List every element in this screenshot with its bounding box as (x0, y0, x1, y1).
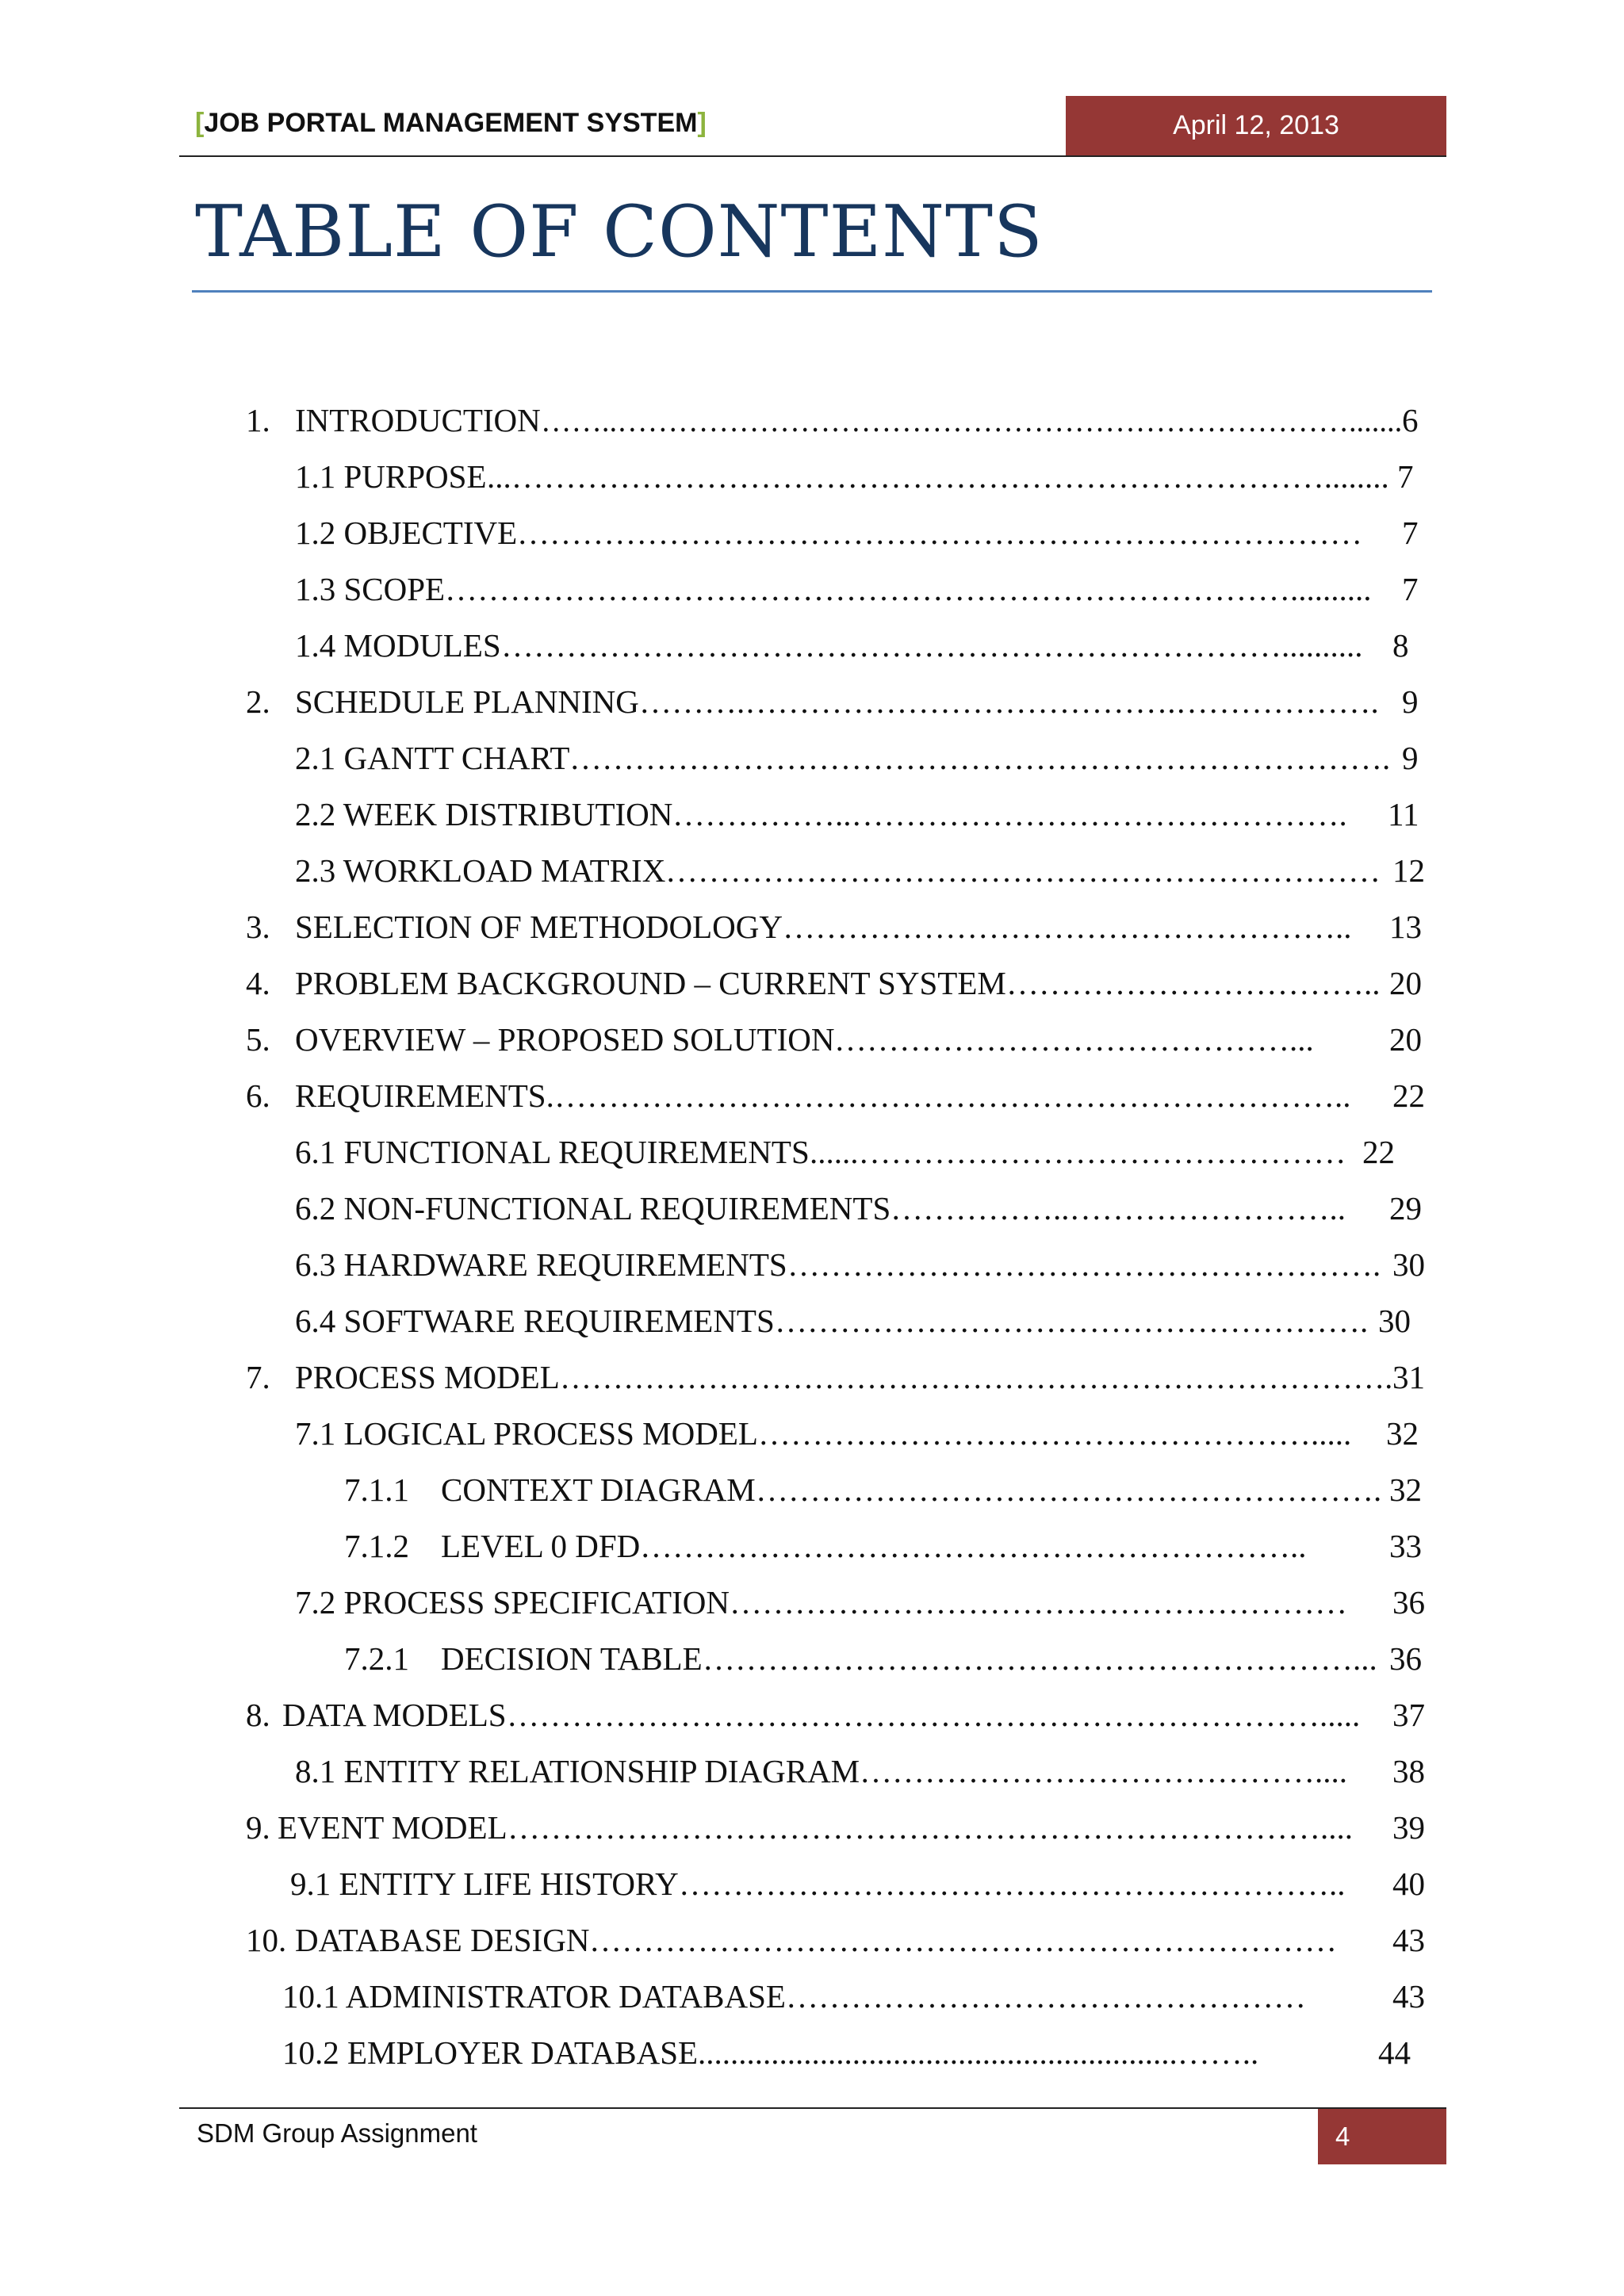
toc-entry-label: 6.2 NON-FUNCTIONAL REQUIREMENTS (295, 1190, 891, 1226)
toc-entry[interactable] (0, 1973, 1624, 2020)
toc-entry-number: 7.2.1 (344, 1640, 409, 1677)
header-rule (179, 155, 1446, 157)
toc-entry-leader: ……….………………………………….………………. (639, 683, 1379, 720)
toc-entry-page: 40 (1392, 1866, 1425, 1902)
toc-entry-label: PROBLEM BACKGROUND – CURRENT SYSTEM (295, 965, 1006, 1001)
toc-entry[interactable] (0, 1128, 1624, 1176)
toc-entry[interactable] (0, 1016, 1624, 1063)
toc-entry-leader: ……………………………………………………………………. (560, 1359, 1393, 1395)
toc-entry-page: 20 (1389, 1021, 1422, 1058)
toc-entry-leader: ……………………………………... (834, 1021, 1314, 1058)
toc-entry-page: 7 (1397, 458, 1414, 495)
toc-entry-page: 12 (1392, 852, 1425, 889)
toc-entry-label: SCHEDULE PLANNING (295, 683, 639, 720)
toc-entry-label: DATA MODELS (282, 1697, 507, 1733)
toc-entry-leader: ……………..………………………………………. (672, 796, 1347, 832)
toc-entry[interactable] (0, 1916, 1624, 1964)
toc-entry[interactable] (0, 1804, 1624, 1851)
toc-entry-number: 10. (246, 1922, 287, 1958)
toc-entry-label: PROCESS MODEL (295, 1359, 560, 1395)
page-title: TABLE OF CONTENTS (195, 190, 1044, 274)
toc-entry[interactable] (0, 903, 1624, 951)
toc-entry[interactable] (0, 509, 1624, 557)
toc-entry-leader: …………………………………………………….. (640, 1528, 1307, 1564)
toc-entry-leader: ………………………………………… (786, 1978, 1306, 2015)
toc-entry-leader: ……………………………………………..... (758, 1415, 1352, 1452)
toc-entry-number: 4. (246, 965, 270, 1001)
toc-entry-leader: ………………………………………………………………….... (508, 1809, 1353, 1846)
toc-entry-leader: ……..………………………………………………………………....... (541, 402, 1403, 438)
toc-entry-number: 3. (246, 909, 270, 945)
toc-entry-leader: …………………………………………………………………..... (507, 1697, 1361, 1733)
toc-entry-number: 2. (246, 683, 270, 720)
toc-entry-leader: ……………..…………………….. (891, 1190, 1346, 1226)
toc-entry[interactable] (0, 790, 1624, 838)
toc-entry-number: 1. (246, 402, 270, 438)
toc-entry[interactable] (0, 1747, 1624, 1795)
toc-entry[interactable] (0, 1353, 1624, 1401)
toc-entry-label: SELECTION OF METHODOLOGY (295, 909, 783, 945)
toc-entry-page: 22 (1392, 1077, 1425, 1114)
toc-entry-leader: ………………………………………………………… (665, 852, 1381, 889)
header-title-text: JOB PORTAL MANAGEMENT SYSTEM (204, 108, 698, 138)
toc-entry[interactable] (0, 565, 1624, 613)
toc-entry-leader: …………………………………….... (860, 1753, 1347, 1789)
toc-entry-label: 2.3 WORKLOAD MATRIX (295, 852, 666, 889)
toc-entry-page: 32 (1389, 1471, 1422, 1508)
toc-entry-leader: ………………………………………………. (787, 1246, 1381, 1283)
toc-entry[interactable] (0, 1691, 1624, 1739)
toc-entry-page: 32 (1386, 1415, 1419, 1452)
toc-entry[interactable] (0, 396, 1624, 444)
toc-entry-label: 9.1 ENTITY LIFE HISTORY (290, 1866, 679, 1902)
toc-entry-page: 8 (1392, 627, 1409, 664)
toc-entry-number: 9. (246, 1809, 270, 1846)
toc-entry-label: REQUIREMENTS. (295, 1077, 554, 1114)
toc-entry-page: 36 (1389, 1640, 1422, 1677)
toc-entry[interactable] (0, 1410, 1624, 1457)
toc-entry-leader: …………………………………………………. (756, 1471, 1382, 1508)
toc-entry-page: 7 (1402, 571, 1419, 607)
toc-entry-leader: ...…………………………………………………………………........ (487, 458, 1389, 495)
toc-entry-page: 30 (1392, 1246, 1425, 1283)
footer-page-box (1318, 2109, 1446, 2164)
toc-entry-label: OVERVIEW – PROPOSED SOLUTION (295, 1021, 835, 1058)
toc-entry-leader: …………………………………………………………………. (569, 740, 1391, 776)
toc-entry-label: 1.4 MODULES (295, 627, 501, 664)
toc-entry-label: 10.2 EMPLOYER DATABASE (282, 2034, 699, 2071)
toc-entry-label: 2.1 GANTT CHART (295, 740, 570, 776)
toc-entry-page: 13 (1389, 909, 1422, 945)
toc-entry[interactable] (0, 1184, 1624, 1232)
toc-entry-label: DECISION TABLE (441, 1640, 703, 1677)
toc-entry[interactable] (0, 2029, 1624, 2076)
toc-entry-leader: ………………………………………………… (730, 1584, 1347, 1621)
toc-entry-page: 7 (1402, 515, 1419, 551)
toc-entry-leader: …………………………………………………………… (589, 1922, 1337, 1958)
toc-entry-page: 38 (1392, 1753, 1425, 1789)
toc-entry-label: 6.4 SOFTWARE REQUIREMENTS (295, 1303, 775, 1339)
toc-entry-number: 5. (246, 1021, 270, 1058)
toc-entry-page: 9 (1402, 683, 1419, 720)
toc-entry-number: 7.1.2 (344, 1528, 409, 1564)
toc-entry-number: 7. (246, 1359, 270, 1395)
toc-entry-label: 2.2 WEEK DISTRIBUTION (295, 796, 673, 832)
toc-entry-label: 7.2 PROCESS SPECIFICATION (295, 1584, 730, 1621)
header-date: April 12, 2013 (1173, 110, 1339, 140)
toc-entry[interactable] (0, 959, 1624, 1007)
toc-entry-label: 6.1 FUNCTIONAL REQUIREMENTS (295, 1134, 810, 1170)
toc-entry-number: 8. (246, 1697, 270, 1733)
footer-label: SDM Group Assignment (197, 2118, 477, 2148)
toc-entry[interactable] (0, 622, 1624, 669)
toc-entry-label: 1.3 SCOPE (295, 571, 446, 607)
toc-entry-label: 10.1 ADMINISTRATOR DATABASE (282, 1978, 786, 2015)
toc-entry-page: 6 (1402, 402, 1419, 438)
toc-entry-label: DATABASE DESIGN (295, 1922, 590, 1958)
toc-entry-label: INTRODUCTION (295, 402, 541, 438)
toc-entry-leader: …………………………………………………………………….......... (445, 571, 1372, 607)
toc-entry[interactable] (0, 1241, 1624, 1288)
header-bracket-open: [ (195, 108, 205, 138)
toc-entry[interactable] (0, 1635, 1624, 1682)
toc-entry-page: 9 (1402, 740, 1419, 776)
toc-entry[interactable] (0, 1522, 1624, 1570)
toc-entry-number: 7.1.1 (344, 1471, 409, 1508)
toc-entry-leader: ………………………………………………. (775, 1303, 1369, 1339)
toc-entry[interactable] (0, 1072, 1624, 1119)
toc-entry[interactable] (0, 1297, 1624, 1345)
toc-entry[interactable] (0, 453, 1624, 500)
toc-entry-leader: ...........................................................…….. (698, 2034, 1259, 2071)
toc-entry-label: 8.1 ENTITY RELATIONSHIP DIAGRAM (295, 1753, 860, 1789)
toc-entry-page: 29 (1389, 1190, 1422, 1226)
toc-entry-leader: …………………………………………….. (783, 909, 1352, 945)
toc-entry-page: 11 (1388, 796, 1419, 832)
toc-entry-leader: ……………………………………………………... (703, 1640, 1377, 1677)
toc-entry[interactable] (0, 1466, 1624, 1513)
toc-entry-page: 43 (1392, 1978, 1425, 2015)
footer-rule (179, 2107, 1446, 2109)
toc-entry-page: 36 (1392, 1584, 1425, 1621)
toc-entry-label: 6.3 HARDWARE REQUIREMENTS (295, 1246, 787, 1283)
footer-page-number: 4 (1335, 2122, 1350, 2151)
toc-entry-number: 6. (246, 1077, 270, 1114)
toc-entry-page: 39 (1392, 1809, 1425, 1846)
toc-entry[interactable] (0, 1578, 1624, 1626)
toc-entry-label: CONTEXT DIAGRAM (441, 1471, 756, 1508)
header-bracket-close: ] (697, 108, 707, 138)
toc-entry-leader: ......……………………………………… (810, 1134, 1346, 1170)
toc-entry-page: 33 (1389, 1528, 1422, 1564)
toc-entry[interactable] (0, 678, 1624, 725)
toc-entry-label: 7.1 LOGICAL PROCESS MODEL (295, 1415, 758, 1452)
toc-entry[interactable] (0, 847, 1624, 894)
toc-entry-leader: …………………………………………………….. (679, 1866, 1346, 1902)
toc-entry-label: 1.2 OBJECTIVE (295, 515, 518, 551)
toc-entry[interactable] (0, 1860, 1624, 1908)
toc-entry-page: 43 (1392, 1922, 1425, 1958)
toc-entry-label: 1.1 PURPOSE (295, 458, 487, 495)
header-date-box (1066, 96, 1446, 155)
toc-entry-label: LEVEL 0 DFD (441, 1528, 641, 1564)
title-underline (192, 290, 1432, 293)
toc-entry-page: 44 (1378, 2034, 1411, 2071)
toc-entry[interactable] (0, 734, 1624, 782)
toc-entry-leader: ……………………………………………………………….......... (501, 627, 1363, 664)
toc-entry-page: 37 (1392, 1697, 1425, 1733)
toc-entry-leader: …………………………….. (1006, 965, 1381, 1001)
toc-entry-leader: …………………………………………………………………… (517, 515, 1362, 551)
toc-entry-page: 31 (1392, 1359, 1425, 1395)
toc-entry-leader: ……………………………………………………………….. (554, 1077, 1351, 1114)
header-title (195, 108, 707, 139)
toc-entry-page: 30 (1378, 1303, 1411, 1339)
toc-entry-page: 20 (1389, 965, 1422, 1001)
toc-entry-page: 22 (1362, 1134, 1395, 1170)
toc-entry-label: EVENT MODEL (278, 1809, 508, 1846)
